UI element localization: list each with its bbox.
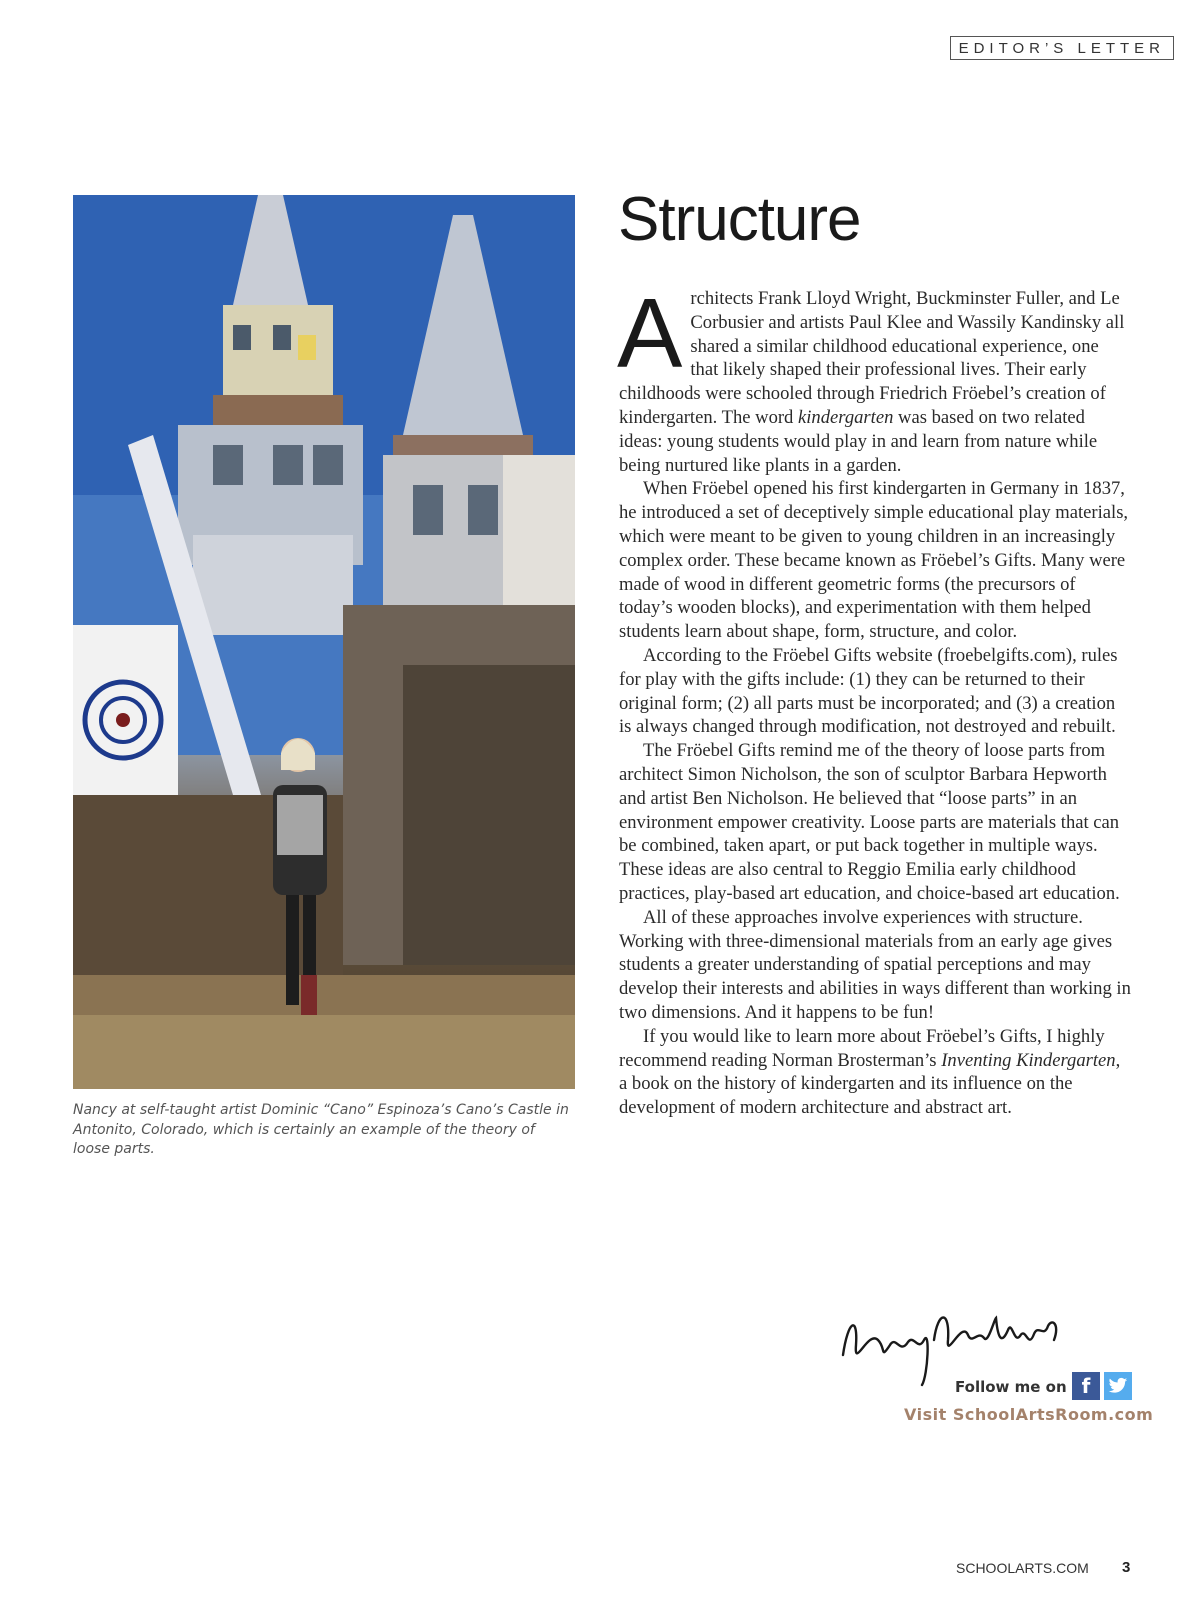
- article-body: [617, 278, 1131, 1120]
- section-label: EDITOR’S LETTER: [950, 36, 1174, 60]
- paragraph-1: Architects Frank Lloyd Wright, Buckminster Fuller, and Le Corbusier and artists Paul Klee and Wassily Kandinsky all shared a similar childhood educational experience, one that likely shaped their professional lives. Their early childhoods were schooled through Friedrich Fröebel’s creation of kindergarten. The word kindergarten was based on two related ideas: young students would play in and learn from nature while being nurtured like plants in a garden.: [617, 278, 1125, 476]
- paragraph-2: When Fröebel opened his first kindergarten in Germany in 1837, he introduced a set of deceptively simple educational play materials, which were meant to be given to young children in an increasingly complex order. These became known as Fröebel’s Gifts. Many were made of wood in different geometric forms (the precursors of today’s wooden blocks), and experimentation with them helped students learn about shape, form, structure, and color.: [619, 478, 1129, 643]
- page-number: 3: [1122, 1559, 1131, 1576]
- article-title: Structure: [618, 185, 861, 254]
- twitter-icon[interactable]: [1104, 1372, 1132, 1400]
- paragraph-5: All of these approaches involve experiences with structure. Working with three-dimensional materials from an early age gives students a greater understanding of spatial perceptions and may develop their interests and abilities in ways different than working in two dimensions. And it happens to be fun!: [619, 906, 1131, 1023]
- footer-site: SCHOOLARTS.COM: [956, 1560, 1089, 1576]
- drop-cap: A: [617, 278, 683, 388]
- paragraph-6: If you would like to learn more about Fröebel’s Gifts, I highly recommend reading Norman Brosterman’s Inventing Kindergarten, a book on the history of kindergarten and its influence on the development of modern architecture and abstract art.: [619, 1025, 1121, 1119]
- visit-link[interactable]: Visit SchoolArtsRoom.com: [904, 1405, 1154, 1424]
- castle-photo: [73, 195, 575, 1089]
- facebook-icon[interactable]: f: [1072, 1372, 1100, 1400]
- paragraph-4: The Fröebel Gifts remind me of the theory of loose parts from architect Simon Nicholson, the son of sculptor Barbara Hepworth and artist Ben Nicholson. He believed that “loose parts” in an environment empower creativity. Loose parts are materials that can be combined, taken apart, or put back together in multiple ways. These ideas are also central to Reggio Emilia early childhood practices, play-based art education, and choice-based art education.: [619, 740, 1120, 904]
- signature: [838, 1300, 1078, 1390]
- follow-label: Follow me on: [955, 1378, 1067, 1396]
- paragraph-3: According to the Fröebel Gifts website (froebelgifts.com), rules for play with the gifts include: (1) they can be returned to their original form; (2) all parts must be incorporated; and (3) a creation is always changed through modification, not destroyed and rebuilt.: [619, 644, 1118, 738]
- photo-caption: Nancy at self-taught artist Dominic “Cano” Espinoza’s Cano’s Castle in Antonito, Colorado, which is certainly an example of the theory of loose parts.: [73, 1102, 569, 1157]
